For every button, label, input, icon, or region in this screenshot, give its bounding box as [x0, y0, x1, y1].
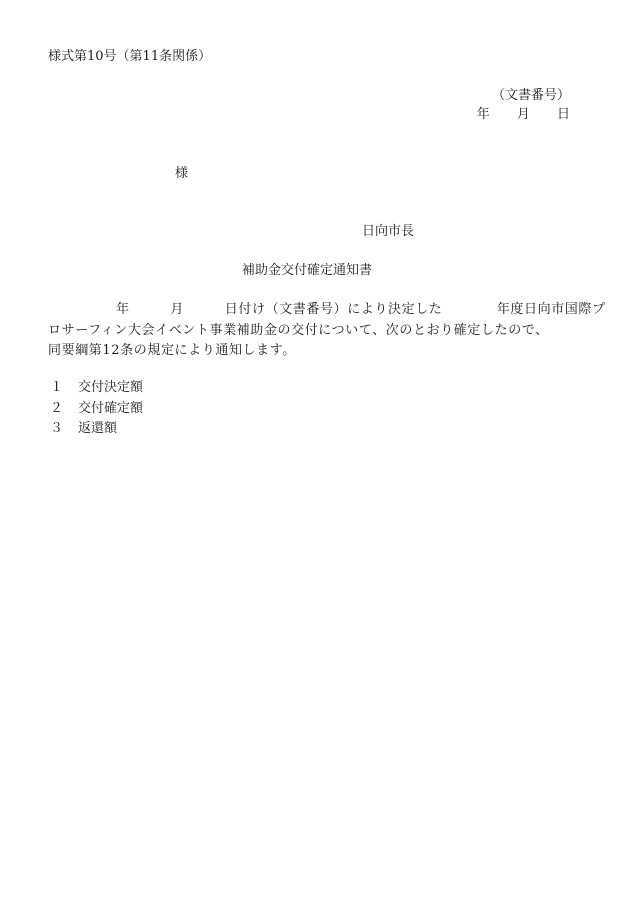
item-label: 交付決定額: [78, 380, 144, 395]
item-list: [48, 378, 143, 440]
body-line: ロサーフィン大会イベント事業補助金の交付について、次のとおり確定したので、: [48, 322, 549, 338]
document-title-text: 補助金交付確定通知書: [241, 263, 372, 278]
issuer-name: 日向市長: [362, 224, 415, 239]
document-number: （文書番号）: [491, 88, 570, 103]
body-line: 同要綱第12条の規定により通知します。: [48, 343, 296, 358]
item-number: ２: [50, 400, 64, 416]
list-item: [48, 378, 143, 399]
list-item: [48, 419, 143, 440]
body-line: 年 月 日付け（文書番号）により決定した 年度日向市国際プ: [48, 302, 606, 317]
date-line: 年 月 日: [476, 107, 570, 122]
item-number: ３: [50, 421, 64, 436]
document-title: [0, 262, 630, 280]
list-item: [48, 399, 143, 420]
item-label: 交付確定額: [78, 400, 144, 416]
body-paragraph: [48, 300, 606, 362]
item-label: 返還額: [78, 421, 118, 436]
recipient-suffix: 様: [175, 166, 189, 181]
item-number: １: [50, 380, 64, 395]
form-number: 様式第10号（第11条関係）: [48, 49, 212, 64]
